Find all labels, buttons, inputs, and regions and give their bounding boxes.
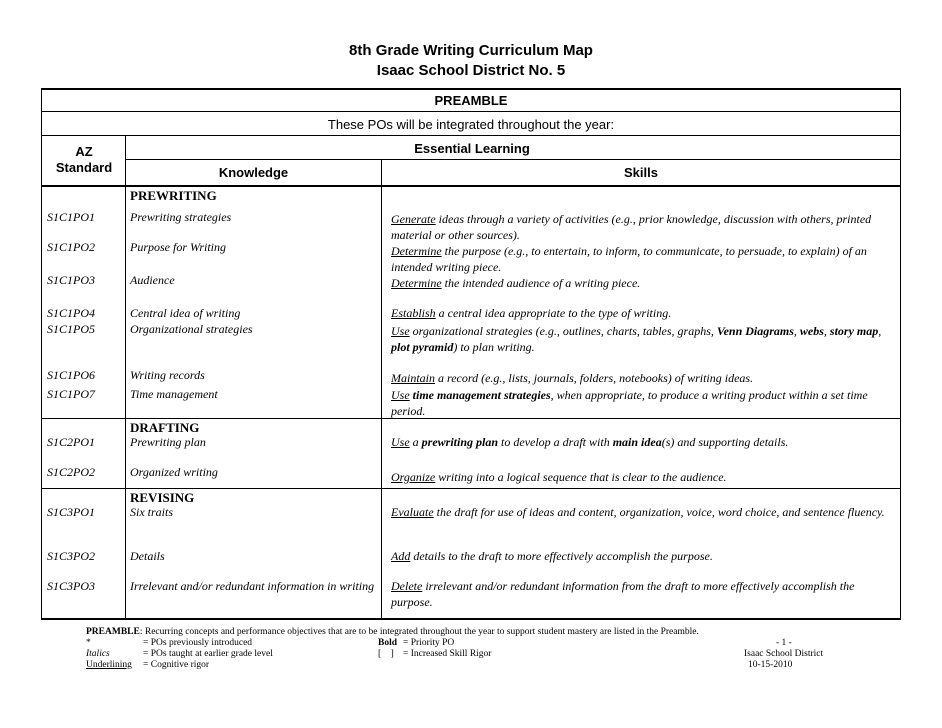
skill-bold: prewriting plan bbox=[421, 435, 499, 449]
page-number: - 1 - bbox=[776, 638, 792, 648]
section-divider bbox=[41, 488, 901, 489]
section-prewriting: PREWRITING bbox=[130, 188, 217, 203]
skill-verb: Use bbox=[391, 435, 410, 449]
standard-code: S1C3PO1 bbox=[47, 505, 95, 519]
skill-item bbox=[391, 434, 896, 450]
standard-code: S1C2PO1 bbox=[47, 435, 95, 449]
standard-code: S1C1PO3 bbox=[47, 273, 95, 287]
skill-bold: plot pyramid bbox=[391, 340, 454, 354]
knowledge-item: Prewriting strategies bbox=[130, 210, 232, 224]
table-border-top bbox=[41, 88, 901, 90]
standard-code: S1C1PO1 bbox=[47, 210, 95, 224]
knowledge-item: Details bbox=[130, 549, 165, 563]
skill-item bbox=[391, 243, 896, 275]
table-border-right bbox=[900, 88, 901, 619]
skill-bold: webs bbox=[799, 324, 824, 338]
skill-verb: Evaluate bbox=[391, 505, 434, 519]
skill-text: the purpose (e.g., to entertain, to inform, to communicate, to persuade, to explain) of an intended writing piece. bbox=[391, 244, 867, 274]
skill-text: ideas through a variety of activities (e.g., prior knowledge, discussion with others, printed material or other sources). bbox=[391, 212, 872, 242]
skill-bold: main idea bbox=[612, 435, 662, 449]
skill-text: the draft for use of ideas and content, organization, voice, word choice, and sentence fluency. bbox=[433, 505, 885, 519]
standard-code: S1C1PO5 bbox=[47, 322, 95, 336]
skill-verb: Generate bbox=[391, 212, 436, 226]
standard-code: S1C3PO2 bbox=[47, 549, 95, 563]
skill-verb: Add bbox=[391, 549, 411, 563]
skill-text: to develop a draft with bbox=[498, 435, 613, 449]
skill-item bbox=[391, 323, 896, 355]
skill-bold: story map bbox=[829, 324, 879, 338]
skill-item bbox=[391, 275, 896, 291]
knowledge-item: Prewriting plan bbox=[130, 435, 206, 449]
knowledge-item: Organizational strategies bbox=[130, 322, 253, 336]
skill-verb: Delete bbox=[391, 579, 423, 593]
skill-verb: Use bbox=[391, 324, 410, 338]
row-divider bbox=[125, 159, 901, 160]
row-divider bbox=[41, 135, 901, 136]
skill-verb: Determine bbox=[391, 244, 442, 258]
district-name: Isaac School District No. 5 bbox=[376, 62, 566, 79]
skill-verb: Determine bbox=[391, 276, 442, 290]
skill-verb: Organize bbox=[391, 470, 436, 484]
skill-item bbox=[391, 305, 896, 321]
standard-code: S1C1PO2 bbox=[47, 240, 95, 254]
skill-item bbox=[391, 211, 896, 243]
essential-learning-header: Essential Learning bbox=[414, 141, 530, 156]
skill-text: writing into a logical sequence that is clear to the audience. bbox=[435, 470, 727, 484]
skill-verb: Use bbox=[391, 388, 410, 402]
legend-bold-text: = Priority PO bbox=[403, 638, 455, 648]
skill-text: a record (e.g., lists, journals, folders, notebooks) of writing ideas. bbox=[435, 371, 754, 385]
skill-text: (s) and supporting details. bbox=[661, 435, 789, 449]
legend-bold-label: Bold bbox=[378, 638, 398, 648]
skill-bold: Venn Diagrams bbox=[716, 324, 794, 338]
knowledge-item: Time management bbox=[130, 387, 218, 401]
skill-text: , when appropriate, to produce a writing product within a set time period. bbox=[391, 388, 868, 418]
skill-text: a bbox=[409, 435, 422, 449]
skill-text: organizational strategies (e.g., outlines, charts, tables, graphs, bbox=[409, 324, 717, 338]
skill-text: , bbox=[878, 324, 882, 338]
section-revising: REVISING bbox=[130, 490, 195, 505]
skill-verb: Maintain bbox=[391, 371, 435, 385]
legend-brackets-label: [ ] bbox=[378, 649, 394, 659]
preamble-label: PREAMBLE bbox=[434, 93, 508, 108]
legend-italics-label: Italics bbox=[86, 649, 110, 659]
footer-district: Isaac School District bbox=[744, 649, 824, 659]
skills-header: Skills bbox=[624, 165, 658, 180]
legend-underline-text: = Cognitive rigor bbox=[143, 660, 210, 670]
standard-code: S1C1PO6 bbox=[47, 368, 95, 382]
standard-code: S1C1PO7 bbox=[47, 387, 95, 401]
skill-item bbox=[391, 370, 896, 386]
skill-text: the intended audience of a writing piece. bbox=[441, 276, 641, 290]
knowledge-item: Irrelevant and/or redundant information in writing bbox=[130, 579, 375, 593]
legend-italics-text: = POs taught at earlier grade level bbox=[143, 649, 273, 659]
row-divider bbox=[41, 111, 901, 112]
skill-text: a central idea appropriate to the type of writing. bbox=[435, 306, 672, 320]
column-divider bbox=[381, 159, 382, 619]
knowledge-header: Knowledge bbox=[218, 165, 289, 180]
skill-text: irrelevant and/or redundant information from the draft to more effectively accomplish the purpose. bbox=[391, 579, 855, 609]
standard-label: Standard bbox=[55, 160, 113, 175]
skill-text: , bbox=[793, 324, 800, 338]
skill-item bbox=[391, 504, 896, 520]
legend-underline-label: Underlining bbox=[86, 660, 132, 670]
skill-item bbox=[391, 578, 896, 610]
standard-code: S1C1PO4 bbox=[47, 306, 95, 320]
standard-code: S1C2PO2 bbox=[47, 465, 95, 479]
az-standard-label bbox=[44, 144, 124, 176]
knowledge-item: Six traits bbox=[130, 505, 174, 519]
table-border-bottom bbox=[41, 618, 901, 620]
skill-item bbox=[391, 548, 896, 564]
skill-bold: time management strategies bbox=[412, 388, 551, 402]
skill-item bbox=[391, 469, 896, 485]
skill-verb: Establish bbox=[391, 306, 436, 320]
knowledge-item: Purpose for Writing bbox=[130, 240, 227, 254]
footer-date: 10-15-2010 bbox=[748, 660, 793, 670]
knowledge-item: Central idea of writing bbox=[130, 306, 241, 320]
skill-text: , bbox=[823, 324, 830, 338]
knowledge-item: Audience bbox=[130, 273, 175, 287]
footer-preamble-text: : Recurring concepts and performance objectives that are to be integrated throughout the year to support student mastery are listed in the Preamble. bbox=[139, 627, 699, 637]
section-drafting: DRAFTING bbox=[130, 420, 200, 435]
table-border-left bbox=[41, 88, 42, 619]
skill-text: details to the draft to more effectively accomplish the purpose. bbox=[410, 549, 713, 563]
knowledge-item: Organized writing bbox=[130, 465, 218, 479]
row-divider bbox=[41, 185, 901, 187]
preamble-text: These POs will be integrated throughout the year: bbox=[327, 117, 615, 132]
document-title: 8th Grade Writing Curriculum Map bbox=[349, 42, 593, 59]
legend-star-symbol: * bbox=[86, 638, 91, 648]
knowledge-item: Writing records bbox=[130, 368, 205, 382]
legend-star-text: = POs previously introduced bbox=[143, 638, 253, 648]
skill-text: ) to plan writing. bbox=[453, 340, 535, 354]
skill-item bbox=[391, 387, 896, 419]
column-divider bbox=[125, 135, 126, 619]
footer-preamble-label: PREAMBLE bbox=[86, 627, 140, 637]
az-label: AZ bbox=[75, 144, 93, 159]
standard-code: S1C3PO3 bbox=[47, 579, 95, 593]
legend-brackets-text: = Increased Skill Rigor bbox=[403, 649, 492, 659]
